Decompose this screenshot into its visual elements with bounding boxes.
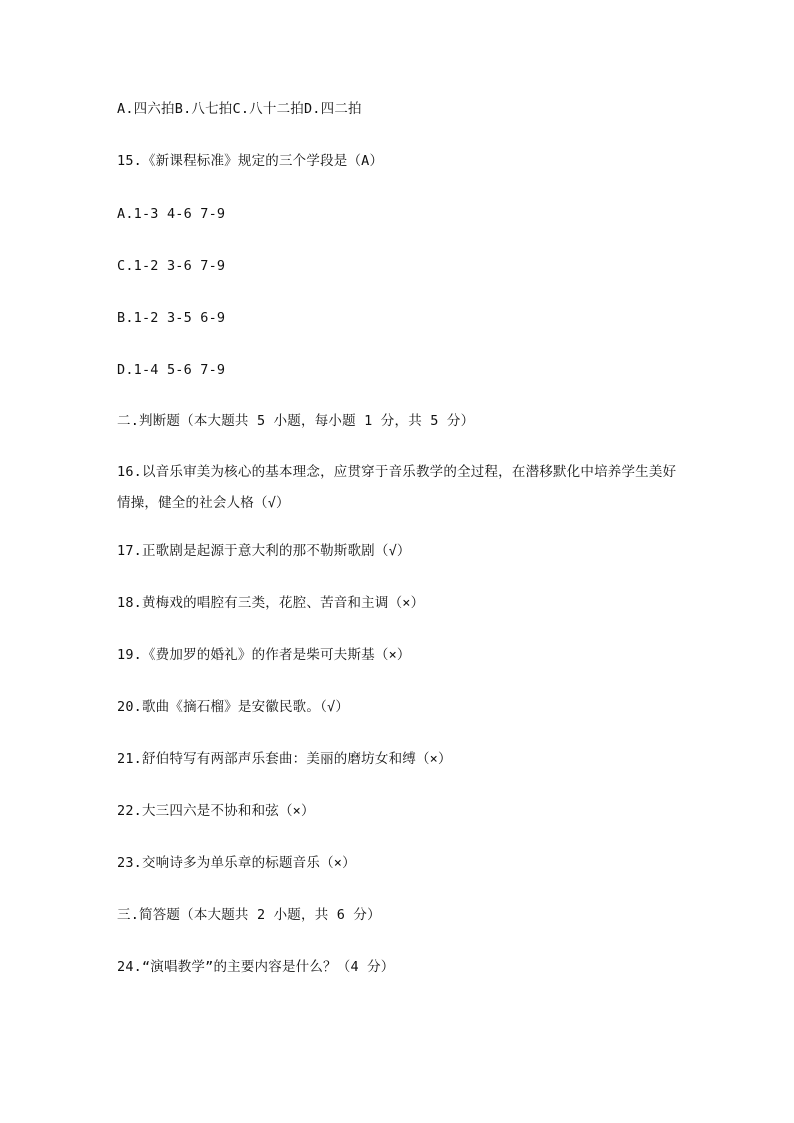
section-heading-short-answer: 三.简答题（本大题共 2 小题，共 6 分） xyxy=(117,907,381,923)
question-15: 15.《新课程标准》规定的三个学段是（A） xyxy=(117,153,384,169)
question-20: 20.歌曲《摘石榴》是安徽民歌。（√） xyxy=(117,699,350,715)
section-heading-true-false: 二.判断题（本大题共 5 小题，每小题 1 分，共 5 分） xyxy=(117,413,475,429)
question-16: 16.以音乐审美为核心的基本理念，应贯穿于音乐教学的全过程，在潜移默化中培养学生美好情操，健全的社会人格（√） xyxy=(117,464,677,511)
question-15-option-d: D.1-4 5-6 7-9 xyxy=(117,362,226,378)
question-15-option-b: B.1-2 3-5 6-9 xyxy=(117,310,226,326)
question-15-option-c: C.1-2 3-6 7-9 xyxy=(117,258,226,274)
question-21: 21.舒伯特写有两部声乐套曲：美丽的磨坊女和缚（×） xyxy=(117,751,452,767)
question-22: 22.大三四六是不协和和弦（×） xyxy=(117,803,315,819)
question-23: 23.交响诗多为单乐章的标题音乐（×） xyxy=(117,855,356,871)
question-18: 18.黄梅戏的唱腔有三类，花腔、苦音和主调（×） xyxy=(117,595,425,611)
question-17: 17.正歌剧是起源于意大利的那不勒斯歌剧（√） xyxy=(117,543,411,559)
question-14-options: A.四六拍B.八七拍C.八十二拍D.四二拍 xyxy=(117,101,362,117)
question-19: 19.《费加罗的婚礼》的作者是柴可夫斯基（×） xyxy=(117,647,411,663)
question-24: 24.“演唱教学”的主要内容是什么？（4 分） xyxy=(117,959,395,975)
question-15-option-a: A.1-3 4-6 7-9 xyxy=(117,206,226,222)
